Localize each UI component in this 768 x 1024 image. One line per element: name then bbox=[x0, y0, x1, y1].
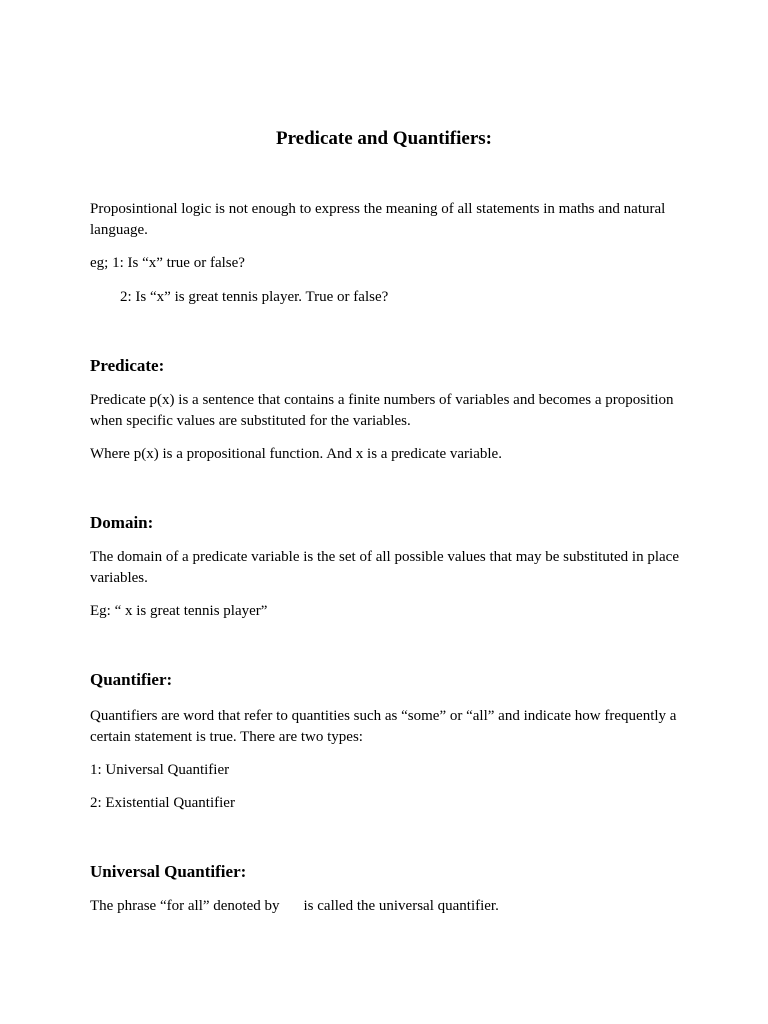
universal-quantifier-sentence bbox=[90, 896, 682, 917]
domain-example: Eg: “ x is great tennis player” bbox=[90, 603, 268, 619]
quantifier-type-1: 1: Universal Quantifier bbox=[90, 762, 230, 778]
quantifier-type-2: 2: Existential Quantifier bbox=[90, 795, 235, 811]
quantifier-definition: Quantifiers are word that refer to quantities such as “some” or “all” and indicate how frequently a certain statement is true. There are two types: bbox=[90, 708, 677, 745]
universal-sentence-start: The phrase “for all” denoted by bbox=[90, 898, 280, 914]
predicate-definition: Predicate p(x) is a sentence that contains a finite numbers of variables and becomes a proposition when specific values are substituted for the variables. bbox=[90, 392, 674, 429]
universal-quantifier-heading: Universal Quantifier: bbox=[90, 862, 247, 881]
domain-heading: Domain: bbox=[90, 513, 154, 532]
intro-example-2: 2: Is “x” is great tennis player. True or false? bbox=[120, 289, 389, 305]
intro-example-1: eg; 1: Is “x” true or false? bbox=[90, 255, 245, 271]
universal-sentence-end: is called the universal quantifier. bbox=[303, 898, 499, 914]
quantifier-heading: Quantifier: bbox=[90, 670, 173, 689]
domain-definition: The domain of a predicate variable is the set of all possible values that may be substituted in place variables. bbox=[90, 549, 679, 586]
predicate-note: Where p(x) is a propositional function. And x is a predicate variable. bbox=[90, 446, 502, 462]
page-title: Predicate and Quantifiers: bbox=[275, 128, 492, 149]
predicate-heading: Predicate: bbox=[90, 356, 165, 375]
intro-paragraph: Proposintional logic is not enough to express the meaning of all statements in maths and natural language. bbox=[90, 201, 666, 238]
